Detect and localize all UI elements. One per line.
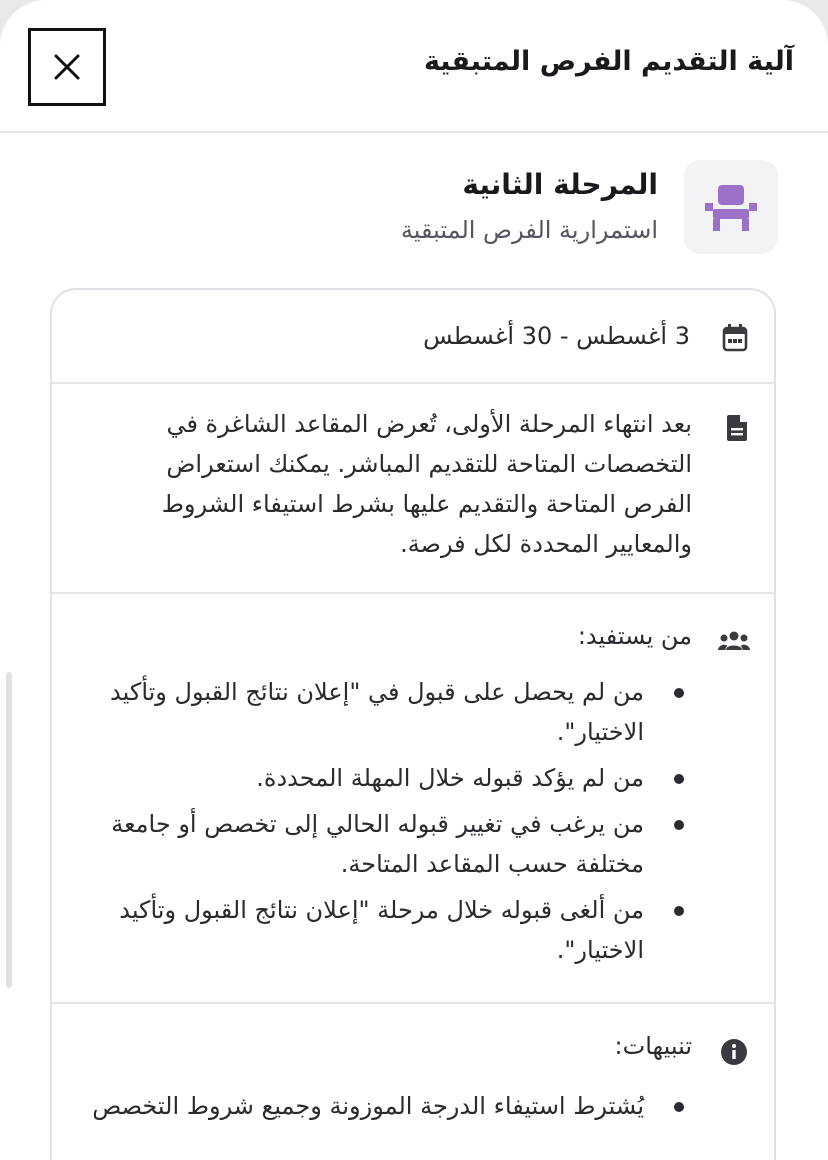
notes-heading: تنبيهات: xyxy=(614,1032,692,1060)
stage-header xyxy=(50,158,778,258)
sheet-title: آلية التقديم الفرص المتبقية xyxy=(423,46,794,77)
bullet-dot xyxy=(674,688,684,698)
beneficiaries-section xyxy=(52,592,774,1004)
bullet-dot xyxy=(674,820,684,830)
list-item xyxy=(92,672,692,752)
calendar-icon xyxy=(722,324,748,352)
seat-icon xyxy=(703,179,759,235)
beneficiaries-heading: من يستفيد: xyxy=(577,622,692,650)
scrollbar[interactable] xyxy=(6,672,12,988)
date-range: 3 أغسطس - 30 أغسطس xyxy=(423,322,690,350)
list-item xyxy=(92,1086,692,1126)
beneficiaries-list xyxy=(92,672,692,976)
stage-icon-tile xyxy=(684,160,778,254)
close-icon xyxy=(53,53,81,81)
stage-subtitle: استمرارية الفرص المتبقية xyxy=(400,216,658,244)
stage-title: المرحلة الثانية xyxy=(462,168,658,201)
group-icon xyxy=(718,630,750,652)
list-item-text: من ألغى قبوله خلال مرحلة "إعلان نتائج القبول وتأكيد الاختيار". xyxy=(119,896,644,964)
list-item xyxy=(92,804,692,884)
notes-list xyxy=(92,1086,692,1132)
info-icon xyxy=(720,1038,748,1066)
bullet-dot xyxy=(674,774,684,784)
list-item-text: من لم يؤكد قبوله خلال المهلة المحددة. xyxy=(256,764,644,792)
list-item xyxy=(92,890,692,970)
close-button[interactable] xyxy=(28,28,106,106)
date-section xyxy=(52,290,774,384)
list-item-text: من يرغب في تغيير قبوله الحالي إلى تخصص أو جامعة مختلفة حسب المقاعد المتاحة. xyxy=(111,810,644,878)
bullet-dot xyxy=(674,1102,684,1112)
document-icon xyxy=(726,414,748,442)
list-item xyxy=(92,758,692,798)
bullet-dot xyxy=(674,906,684,916)
details-card xyxy=(50,288,776,1160)
list-item-text: يُشترط استيفاء الدرجة الموزونة وجميع شروط التخصص xyxy=(92,1092,644,1120)
list-item-text: من لم يحصل على قبول في "إعلان نتائج القبول وتأكيد الاختيار". xyxy=(110,678,644,746)
notes-section xyxy=(52,1002,774,1160)
sheet-header xyxy=(0,0,828,133)
description-section xyxy=(52,382,774,594)
description-text: بعد انتهاء المرحلة الأولى، تُعرض المقاعد الشاغرة في التخصصات المتاحة للتقديم المباشر. يمكنك استعراض الفرص المتاحة والتقديم عليها بشرط استيفاء الشروط والمعايير المحددة لكل فرصة. xyxy=(161,410,692,558)
